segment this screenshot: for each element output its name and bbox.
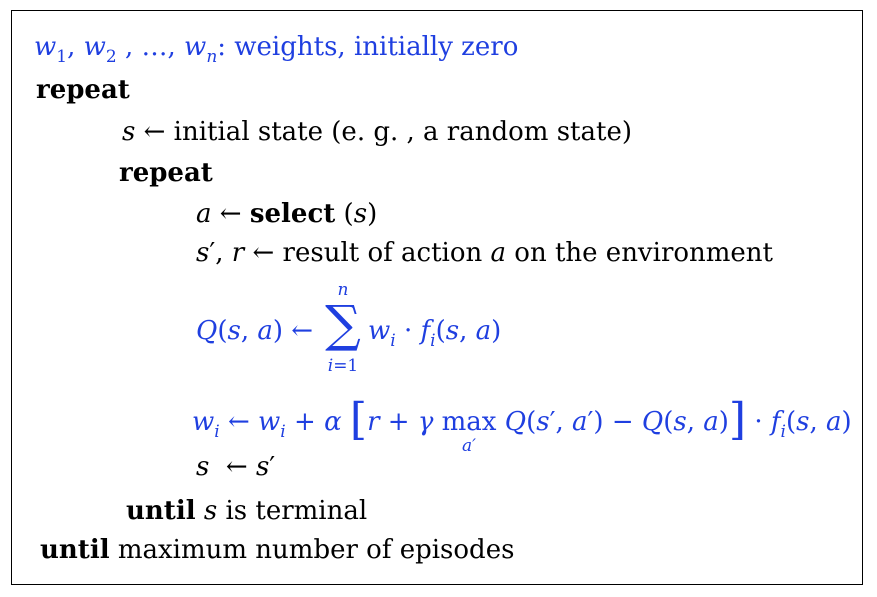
q-value-lhs: Q(s, a) ← (196, 316, 314, 346)
inner-until-line: until s is terminal (126, 496, 368, 526)
weights-init-line: $w_1$, $w_2$ , …, $w_n$: weights, initially zero (34, 32, 519, 67)
result-text: result of action (282, 238, 483, 268)
weights-init-text: : weights, initially zero (217, 32, 519, 62)
inner-until-keyword: until (126, 496, 196, 526)
outer-repeat-keyword: repeat (36, 75, 130, 105)
q-value-rhs: $w_i \cdot f_i(s$, a) (368, 316, 502, 351)
inner-until-text: is terminal (225, 496, 368, 526)
inner-repeat-keyword: repeat (119, 158, 213, 188)
state-update-line: s ← s′ (196, 452, 276, 482)
weight-update-line: $w_i$ ← $w_i + \alpha$ [r + γ max a′ Q(s′, a′) − Q(s, $a)] \cdot f_i(s$, a) (192, 394, 852, 456)
select-keyword: select (249, 199, 336, 229)
init-state-line: s ← initial state (e. g. , a random state) (122, 117, 632, 147)
environment-text: on the environment (514, 238, 774, 268)
outer-until-line (40, 535, 514, 565)
select-action-line: a ← select (s) (196, 199, 378, 229)
result-line: s′, r ← result of action a on the environment (196, 238, 774, 268)
summation-symbol: n ∑ i=1 (325, 280, 361, 376)
outer-until-keyword: until (40, 535, 110, 565)
init-state-text: initial state (e. g. , a random state) (173, 117, 632, 147)
outer-until-text: maximum number of episodes (117, 535, 515, 565)
